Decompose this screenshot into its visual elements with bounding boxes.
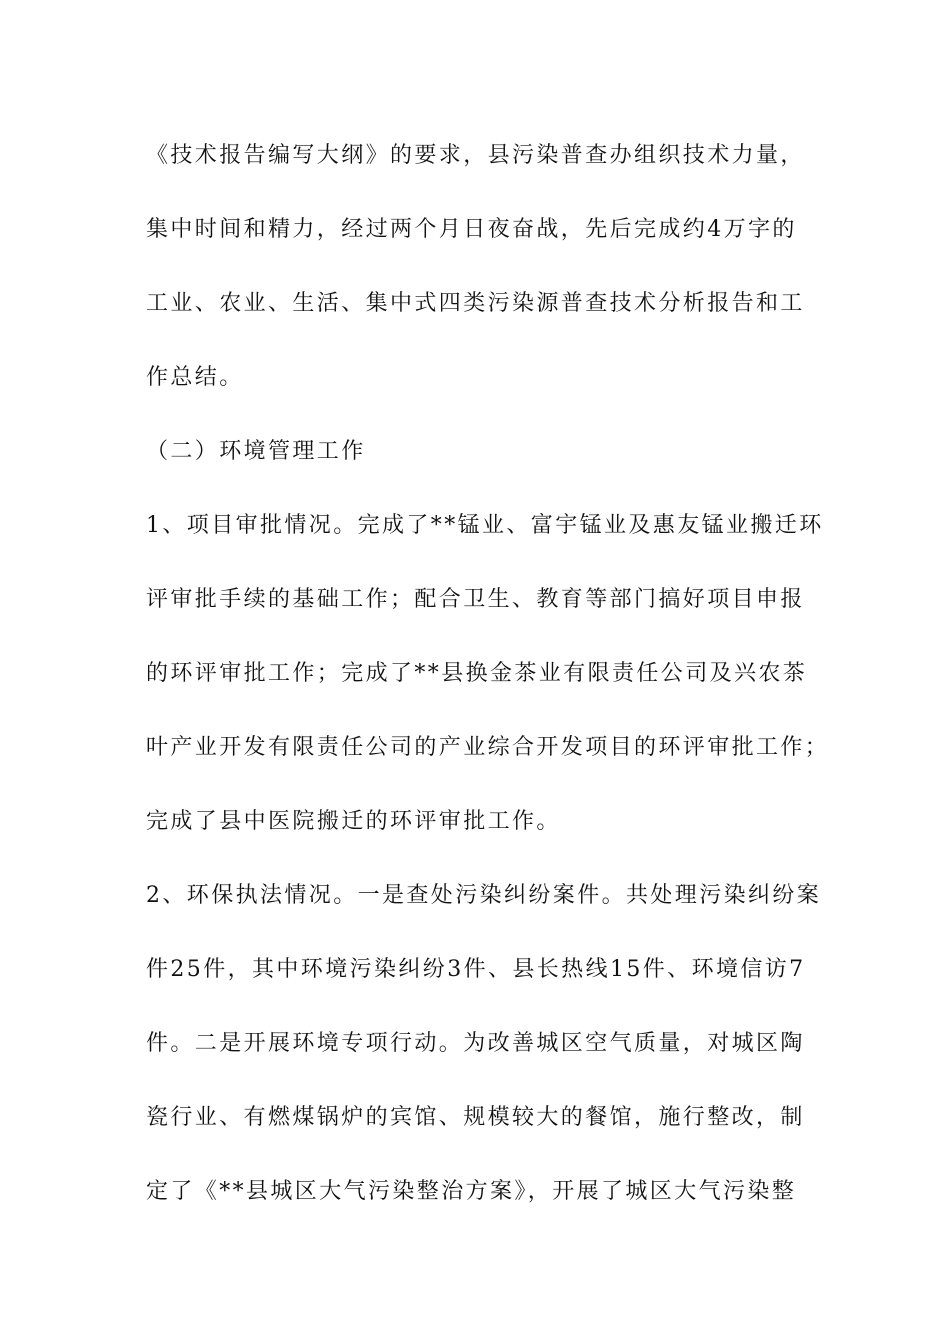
text-line: 件25件，其中环境污染纠纷3件、县长热线15件、环境信访7 — [146, 957, 806, 982]
text-line: 叶产业开发有限责任公司的产业综合开发项目的环评审批工作； — [146, 735, 830, 760]
text-line: 的环评审批工作；完成了**县换金茶业有限责任公司及兴农茶 — [146, 661, 808, 686]
text-line: 评审批手续的基础工作；配合卫生、教育等部门搞好项目申报 — [146, 587, 805, 612]
text-line: 作总结。 — [146, 365, 244, 390]
text-line: 件。二是开展环境专项行动。为改善城区空气质量，对城区陶 — [146, 1031, 805, 1056]
text-line: 集中时间和精力，经过两个月日夜奋战，先后完成约4万字的 — [146, 217, 797, 242]
text-line: 2、环保执法情况。一是查处污染纠纷案件。共处理污染纠纷案 — [146, 883, 822, 908]
text-line: 瓷行业、有燃煤锅炉的宾馆、规模较大的餐馆，施行整改，制 — [146, 1105, 805, 1130]
document-body — [146, 132, 830, 1242]
text-line: 《技术报告编写大纲》的要求，县污染普查办组织技术力量， — [146, 143, 805, 168]
section-heading: （二）环境管理工作 — [146, 439, 366, 464]
text-line: 工业、农业、生活、集中式四类污染源普查技术分析报告和工 — [146, 291, 805, 316]
text-line: 1、项目审批情况。完成了**锰业、富宇锰业及惠友锰业搬迁环 — [146, 513, 824, 538]
text-line: 完成了县中医院搬迁的环评审批工作。 — [146, 809, 561, 834]
text-line: 定了《**县城区大气污染整治方案》，开展了城区大气污染整 — [146, 1179, 797, 1204]
